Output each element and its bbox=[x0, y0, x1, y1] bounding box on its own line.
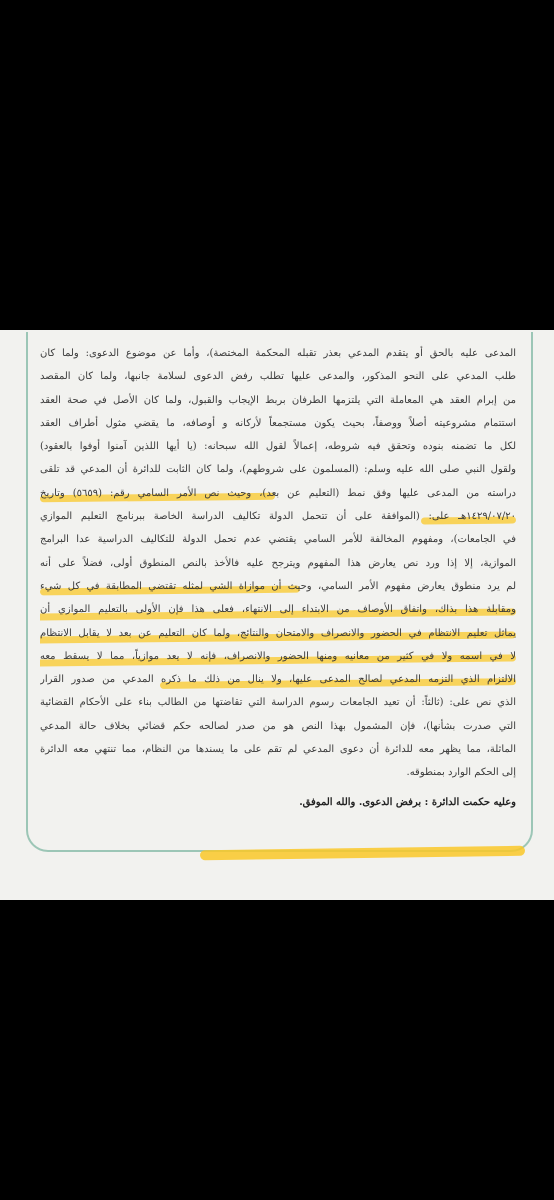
text-line: يماثل تعليم الانتظام في الحضور والانصراف والامتحان والنتائج، ولما كان التعليم عن بعد لا يقابل الانتظام bbox=[40, 622, 516, 645]
verdict-line: وعليه حكمت الدائرة : برفض الدعوى. والله الموفق. bbox=[299, 796, 516, 808]
text-line: الالتزام الذي التزمه المدعي لصالح المدعى عليها، ولا ينال من ذلك ما ذكره المدعي من صدور القرار bbox=[40, 668, 516, 691]
text-line: لم يرد منطوق يعارض مفهوم الأمر السامي، وحيث أن موازاة الشي لمثله تقتضي المطابقة في كل شيء bbox=[40, 575, 516, 598]
text-line: ومقابلة هذا بذاك، واتفاق الأوصاف من الابتداء إلى الانتهاء، فعلى هذا فإن الأولى بالتعليم الموازي أن bbox=[40, 598, 516, 621]
document-photo bbox=[0, 330, 554, 900]
text-line: ١٤٢٩/٠٧/٢٠هـ على: (الموافقة على أن تتحمل الدولة تكاليف الدراسة الخاصة ببرنامج التعليم الموازي bbox=[40, 505, 516, 528]
text-line: لكل ما تضمنه بنوده وتحقق فيه شروطه، إعمالاً لقول الله سبحانه: (يا أيها اللذين آمنوا أوفوا بالعقود) bbox=[40, 441, 516, 453]
text-line: ولقول النبي صلى الله عليه وسلم: (المسلمون على شروطهم)، ولما كان الثابت للدائرة أن المدعي قد تلقى bbox=[40, 464, 516, 476]
text-line: التي صدرت بشأنها)، فإن المشمول بهذا النص هو من صدر لصالحه حكم قضائي بخلاف حالة المدعي bbox=[40, 720, 516, 732]
text-line: طلب المدعي على النحو المذكور، والمدعى عليها تطلب رفض الدعوى لسلامة جانبها، ولما كان المقصد bbox=[40, 371, 516, 383]
text-line: الماثلة، مما يظهر معه للدائرة أن دعوى المدعي لم تقم على ما يسندها من النظام، مما تنتهي معه الدائرة bbox=[40, 744, 516, 756]
text-line: دراسته من المدعى عليها وفق نمط (التعليم عن بعد)، وحيث نص الأمر السامي رقم: (٥٦٥٩) وتاريخ bbox=[40, 482, 516, 505]
text-line: لا في اسمه ولا في كثير من معانيه ومنها الحضور والانصراف، فإنه لا يعد موازياً، مما لا يسقط معه bbox=[40, 645, 516, 668]
text-line: الموازية، إلا إذا ورد نص يعارض هذا المفهوم ويترجح عليه فالأخذ بالنص المنطوق أولى، فضلاً على أنه bbox=[40, 557, 516, 569]
ruling-text bbox=[40, 342, 516, 814]
text-line: المدعى عليه بالحق أو يتقدم المدعي بعذر تقبله المحكمة المختصة)، وأما عن موضوع الدعوى: ولما كان bbox=[40, 348, 516, 359]
text-line: من إبرام العقد هي المعاملة التي يلتزمها الطرفان بربط الإيجاب والقبول، ولما كان الأصل في صحة العقد bbox=[40, 394, 516, 406]
text-line: إلى الحكم الوارد بمنطوقه. bbox=[406, 767, 516, 779]
text-line: الذي نص على: (ثالثاً: أن تعيد الجامعات رسوم الدراسة التي تقاضتها من الطالب بناء على الأحكام القضائية bbox=[40, 697, 516, 709]
text-line: استتمام مشروعيته أصلاً ووصفاً، بحيث يكون مستجمعاً لأركانه و أوصافه، ما يقضي مثول أطراف العقد bbox=[40, 417, 516, 429]
text-line: في الجامعات)، ومفهوم المخالفة للأمر السامي يقتضي عدم تحمل الدولة للتكاليف الدراسية عدا البرامج bbox=[40, 534, 516, 546]
